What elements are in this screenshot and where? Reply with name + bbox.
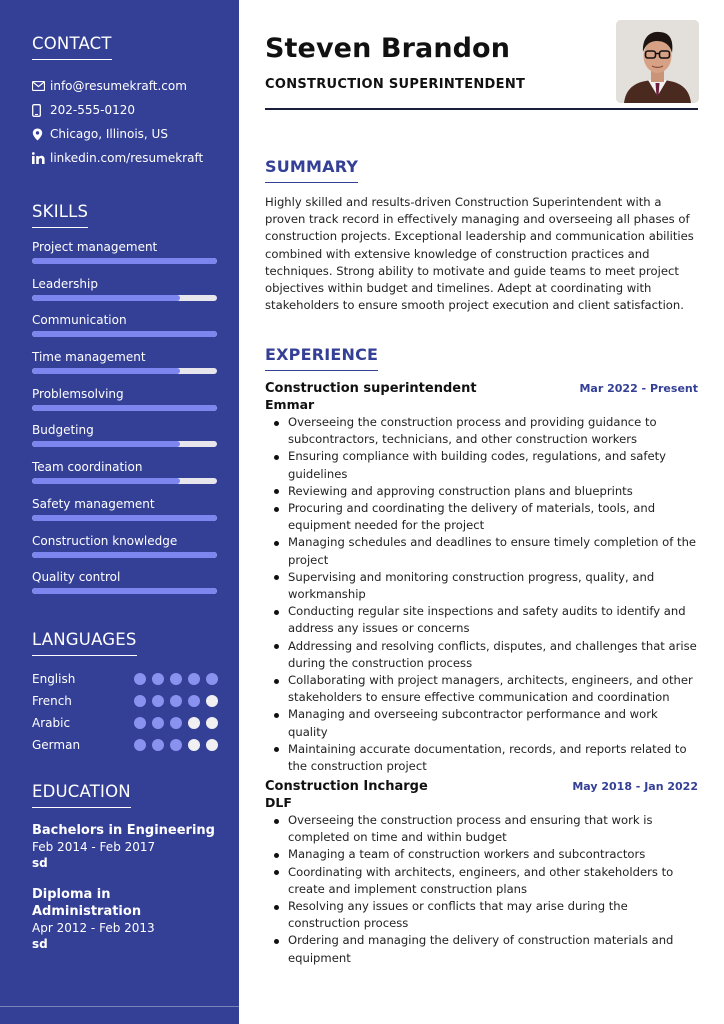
skill-level-fill [32,331,217,337]
language-label: Arabic [32,716,71,730]
education-degree: Diploma in Administration [32,887,142,919]
rating-dot-filled [152,717,164,729]
skills-list [32,237,218,604]
language-item [32,668,218,690]
job-company: DLF [265,795,292,810]
job-bullet: Overseeing the construction process and ensuring that work is completed on time and within budget [265,812,698,846]
contact-linkedin-text: linkedin.com/resumekraft [50,151,204,165]
rating-dot-filled [188,673,200,685]
job-company: Emmar [265,397,315,412]
contact-list [32,74,222,170]
skill-item [32,274,218,311]
language-item [32,690,218,712]
skill-item [32,237,218,274]
profile-photo-illustration [616,20,699,103]
contact-location-text: Chicago, Illinois, US [50,127,168,141]
contact-phone[interactable] [32,98,222,122]
skill-level-fill [32,295,180,301]
contact-heading: CONTACT [32,34,112,60]
job-bullet: Managing and overseeing subcontractor performance and work quality [265,706,698,740]
rating-dot-filled [152,695,164,707]
skill-label: Construction knowledge [32,533,178,548]
job-bullet: Coordinating with architects, engineers, and other stakeholders to create and implement construction plans [265,864,698,898]
person-name: Steven Brandon [265,33,511,64]
rating-dot-filled [134,739,146,751]
language-rating [134,717,218,729]
sidebar [0,0,239,1024]
location-pin-icon [32,128,50,141]
education-school: sd [32,937,48,951]
rating-dot-filled [170,673,182,685]
job-bullet: Ordering and managing the delivery of construction materials and equipment [265,932,698,966]
job-bullet: Supervising and monitoring construction progress, quality, and workmanship [265,569,698,603]
education-item [32,886,222,953]
job-bullet: Overseeing the construction process and providing guidance to subcontractors, technicians, and other construction workers [265,414,698,448]
rating-dot-filled [170,717,182,729]
skill-label: Team coordination [32,460,143,475]
education-dates: Apr 2012 - Feb 2013 [32,921,155,935]
skill-level-bar [32,441,217,447]
contact-email[interactable] [32,74,222,98]
skill-level-fill [32,552,217,558]
job-role: Construction Incharge [265,779,428,794]
skill-label: Problemsolving [32,386,124,401]
education-degree: Bachelors in Engineering [32,823,215,838]
phone-icon [32,104,50,117]
job-bullets [265,414,698,775]
skill-label: Quality control [32,570,121,585]
language-label: German [32,738,81,752]
skill-level-bar [32,588,217,594]
contact-linkedin[interactable] [32,146,222,170]
rating-dot-filled [206,673,218,685]
rating-dot-empty [206,717,218,729]
skill-level-bar [32,405,217,411]
skill-level-fill [32,441,180,447]
education-heading: EDUCATION [32,782,131,808]
job-bullet: Reviewing and approving construction plans and blueprints [265,483,698,500]
skill-item [32,457,218,494]
person-title: CONSTRUCTION SUPERINTENDENT [265,77,526,92]
skill-item [32,494,218,531]
summary-text: Highly skilled and results-driven Construction Superintendent with a proven track record in effectively managing and overseeing all phases of construction projects. Exceptional leadership and communication abilities combined with extensive knowledge of construction practices and techniques. Strong ability to motivate and guide teams to meet project objectives within budget and timelines. Adept at coordinating with stakeholders to ensure smooth project execution and client satisfaction. [265,195,694,313]
experience-item-header [265,381,698,396]
skill-level-bar [32,258,217,264]
job-bullet: Collaborating with project managers, architects, engineers, and other stakeholders to ensure effective communication and coordination [265,672,698,706]
skill-item [32,310,218,347]
skill-label: Time management [32,350,146,365]
education-school: sd [32,856,48,870]
skill-level-fill [32,405,217,411]
job-bullets [265,812,698,967]
skill-item [32,567,218,604]
skill-level-bar [32,295,217,301]
rating-dot-filled [152,673,164,685]
skill-level-fill [32,588,217,594]
rating-dot-filled [152,739,164,751]
job-bullet: Managing schedules and deadlines to ensure timely completion of the project [265,534,698,568]
skill-level-bar [32,515,217,521]
job-dates: May 2018 - Jan 2022 [572,780,698,793]
profile-photo [616,20,699,103]
skills-section [32,202,218,604]
rating-dot-filled [188,695,200,707]
header-divider [265,108,698,110]
language-rating [134,695,218,707]
skill-level-bar [32,368,217,374]
job-bullet: Ensuring compliance with building codes, regulations, and safety guidelines [265,448,698,482]
contact-section [32,34,222,170]
experience-item [265,381,698,775]
skill-item [32,531,218,568]
job-bullet: Conducting regular site inspections and safety audits to identify and address any issues or concerns [265,603,698,637]
job-bullet: Maintaining accurate documentation, records, and reports related to the construction project [265,741,698,775]
contact-email-text: info@resumekraft.com [50,79,187,93]
languages-heading: LANGUAGES [32,630,137,656]
language-label: English [32,672,76,686]
contact-phone-text: 202-555-0120 [50,103,136,117]
rating-dot-empty [206,739,218,751]
language-item [32,734,218,756]
job-dates: Mar 2022 - Present [579,382,698,395]
experience-item [265,779,698,967]
job-bullet: Managing a team of construction workers and subcontractors [265,846,698,863]
experience-heading: EXPERIENCE [265,345,378,371]
rating-dot-filled [134,695,146,707]
skill-label: Budgeting [32,423,94,438]
mail-icon [32,81,50,91]
languages-list [32,668,218,756]
rating-dot-filled [134,673,146,685]
language-item [32,712,218,734]
skill-label: Communication [32,313,127,328]
rating-dot-filled [170,695,182,707]
summary-heading: SUMMARY [265,157,358,183]
skill-item [32,347,218,384]
language-rating [134,739,218,751]
rating-dot-empty [188,717,200,729]
skills-heading: SKILLS [32,202,88,228]
main-content [265,0,701,1024]
skill-level-fill [32,368,180,374]
experience-item-header [265,779,698,794]
rating-dot-filled [170,739,182,751]
skill-level-bar [32,552,217,558]
education-dates: Feb 2014 - Feb 2017 [32,840,156,854]
skill-level-fill [32,478,180,484]
languages-section [32,630,218,756]
skill-label: Project management [32,240,158,254]
sidebar-divider [0,1006,239,1007]
linkedin-icon [32,152,50,164]
rating-dot-filled [134,717,146,729]
skill-label: Leadership [32,276,98,291]
language-label: French [32,694,72,708]
education-item [32,822,222,872]
education-section [32,782,222,953]
language-rating [134,673,218,685]
skill-item [32,420,218,457]
rating-dot-empty [188,739,200,751]
skill-level-bar [32,478,217,484]
skill-level-fill [32,258,217,264]
rating-dot-empty [206,695,218,707]
job-bullet: Procuring and coordinating the delivery of materials, tools, and equipment needed for the project [265,500,698,534]
skill-item [32,384,218,421]
skill-level-fill [32,515,217,521]
job-bullet: Resolving any issues or conflicts that may arise during the construction process [265,898,698,932]
skill-label: Safety management [32,496,155,511]
job-bullet: Addressing and resolving conflicts, disputes, and challenges that arise during the construction process [265,638,698,672]
contact-location [32,122,222,146]
job-role: Construction superintendent [265,381,477,396]
skill-level-bar [32,331,217,337]
